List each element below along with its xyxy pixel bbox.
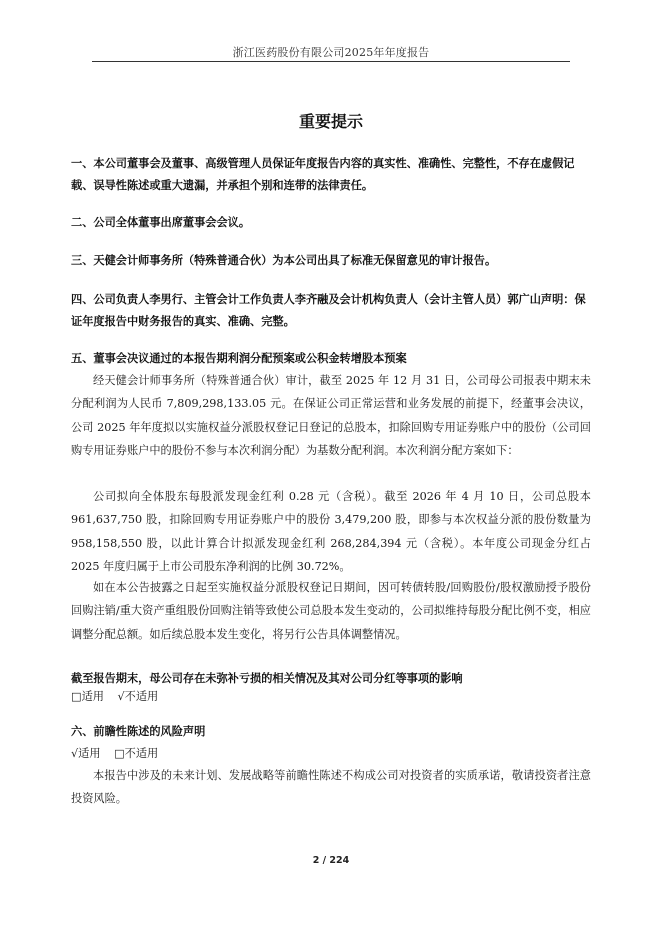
statement-item-1: 一、本公司董事会及董事、高级管理人员保证年度报告内容的真实性、准确性、完整性，不存在虚假记载、误导性陈述或重大遗漏，并承担个别和连带的法律责任。 — [71, 157, 575, 192]
section-5-paragraph-1: 经天健会计师事务所（特殊普通合伙）审计，截至 2025 年 12 月 31 日，公司母公司报表中期末未分配利润为人民币 7,809,298,133.05 元。在保证公司正常运营和业务发展的前提下，经董事会决议，公司 2025 年年度拟以实施权益分派股权登记日登记的总股本，扣除回购专用证券账户中的股份（公司回购专用证券账户中的股份不参与本次利润分配）为基数分配利润。本次利润分配方案如下： — [71, 374, 591, 458]
section-6-heading: 六、前瞻性陈述的风险声明 — [71, 725, 206, 738]
statement-item-4: 四、公司负责人李男行、主管会计工作负责人李齐融及会计机构负责人（会计主管人员）郭广山声明：保证年度报告中财务报告的真实、准确、完整。 — [71, 293, 586, 328]
running-header: 浙江医药股份有限公司2025年年度报告 — [232, 46, 430, 59]
loss-option-applicable: □适用 — [71, 690, 104, 703]
section-5-paragraph-3: 如在本公告披露之日起至实施权益分派股权登记日期间，因可转债转股/回购股份/股权激励授予股份回购注销/重大资产重组股份回购注销等致使公司总股本发生变动的，公司拟维持每股分配比例不变，相应调整分配总额。如后续总股本发生变化，将另行公告具体调整情况。 — [71, 581, 591, 641]
section-5-heading: 五、董事会决议通过的本报告期利润分配预案或公积金转增股本预案 — [71, 352, 407, 365]
header-divider — [92, 61, 570, 62]
section-6-options — [71, 745, 591, 763]
section-6-paragraph: 本报告中涉及的未来计划、发展战略等前瞻性陈述不构成公司对投资者的实质承诺，敬请投资者注意投资风险。 — [71, 769, 591, 806]
page-number: 2 / 224 — [312, 855, 350, 866]
page-title: 重要提示 — [298, 112, 363, 131]
statement-item-3: 三、天健会计师事务所（特殊普通合伙）为本公司出具了标准无保留意见的审计报告。 — [71, 254, 497, 267]
loss-option-not-applicable: √不适用 — [117, 690, 159, 703]
section-6-option-applicable: √适用 — [71, 747, 101, 760]
section-5-paragraph-2: 公司拟向全体股东每股派发现金红利 0.28 元（含税）。截至 2026 年 4 月 10 日，公司总股本 961,637,750 股，扣除回购专用证券账户中的股份 3,479,200 股，即参与本次权益分派的股份数量为 958,158,550 股，以此计算合计拟派发现金红利 268,284,394 元（含税）。本年度公司现金分红占 2025 年度归属于上市公司股东净利润的比例 30.72%。 — [71, 490, 591, 574]
section-6-option-not-applicable: □不适用 — [114, 747, 159, 760]
statement-item-2: 二、公司全体董事出席董事会会议。 — [71, 216, 251, 229]
loss-heading: 截至报告期末，母公司存在未弥补亏损的相关情况及其对公司分红等事项的影响 — [71, 672, 463, 685]
loss-options — [71, 688, 591, 706]
